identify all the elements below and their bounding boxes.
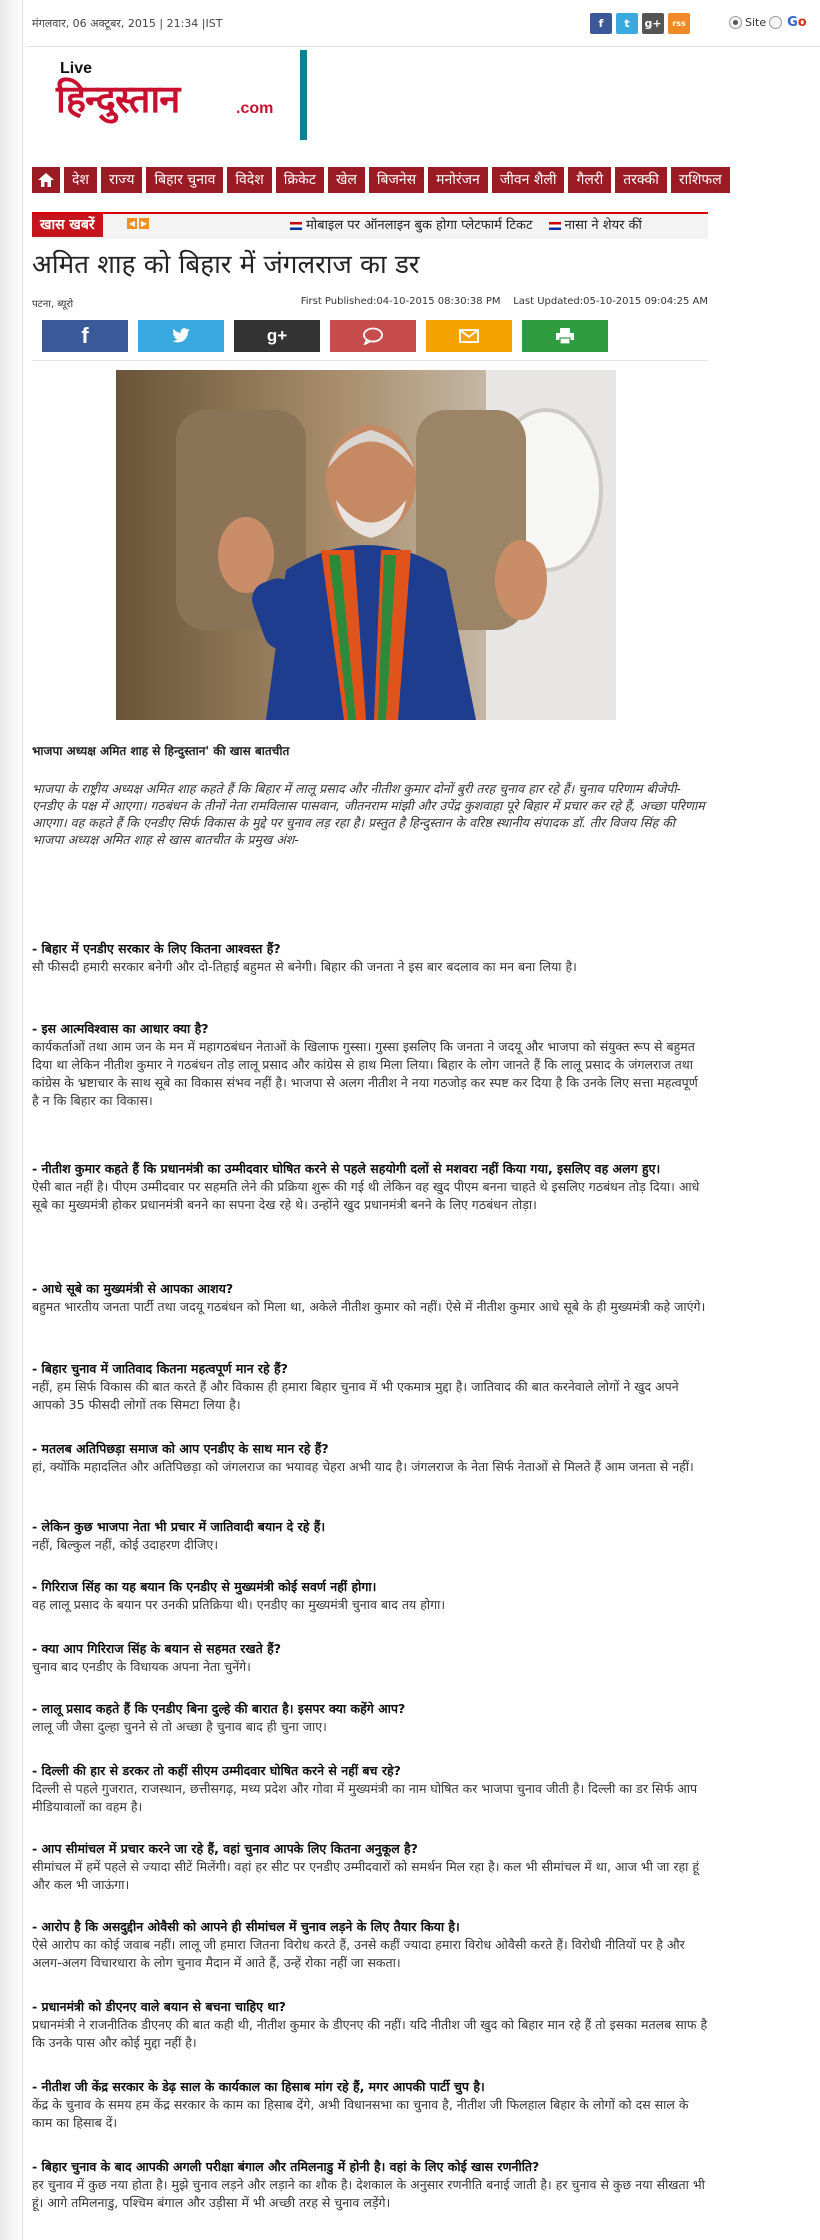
ticker-item[interactable]: नासा ने शेयर कीं xyxy=(549,214,642,237)
ticker-controls xyxy=(127,218,149,229)
comment-icon xyxy=(362,327,384,345)
flag-icon xyxy=(549,222,561,230)
qa-item: - आप सीमांचल में प्रचार करने जा रहे हैं, वहां चुनाव आपके लिए कितना अनुकूल है? सीमांचल में हमें पहले से ज्यादा सीटें मिलेंगी। वहां हर सीट पर एनडीए उम्मीदवारों को समर्थन मिल रहा है। कल भी सीमांचल में था, आज भी जा रहा हूं और कल भी जाऊंगा। xyxy=(32,1841,699,1892)
logo-name: हिन्दुस्तान xyxy=(56,77,180,121)
google-label: Go xyxy=(787,15,807,30)
qa-item: - आरोप है कि असदुद्दीन ओवैसी को आपने ही सीमांचल में चुनाव लड़ने के लिए तैयार किया है। ऐसे आरोप का कोई जवाब नहीं। लालू जी हमारा जितना विरोध करते हैं, उनसे कहीं ज्यादा हमारा विरोध ओवैसी करते हैं। विरोधी नीतियों पर है और अलग-अलग विचारधारा के लोग चुनाव मैदान में आते हैं, उन्हें रोका नहीं जा सकता। xyxy=(32,1919,685,1970)
qa-item: - दिल्ली की हार से डरकर तो कहीं सीएम उम्मीदवार घोषित करने से नहीं बच रहे? दिल्ली से पहले गुजरात, राजस्थान, छत्तीसगढ़, मध्य प्रदेश और गोवा में मुख्यमंत्री का नाम घोषित कर भाजपा चुनाव जीती है। दिल्ली का डर सिर्फ आप मीडियावालों का वहम है। xyxy=(32,1763,698,1814)
facebook-icon[interactable]: f xyxy=(590,13,612,34)
qa-item: - लेकिन कुछ भाजपा नेता भी प्रचार में जातिवादी बयान दे रहे हैं। नहीं, बिल्कुल नहीं, कोई उदाहरण दीजिए। xyxy=(32,1519,326,1552)
google-plus-icon[interactable]: g+ xyxy=(642,13,664,34)
prev-arrow-icon[interactable]: ◀ xyxy=(128,219,136,228)
site-logo[interactable] xyxy=(56,50,316,140)
nav-videsh[interactable]: विदेश xyxy=(227,167,271,193)
nav-cricket[interactable]: क्रिकेट xyxy=(276,167,324,193)
next-arrow-icon[interactable]: ▶ xyxy=(140,219,148,228)
date-time: मंगलवार, 06 अक्टूबर, 2015 | 21:34 |IST xyxy=(32,17,223,30)
facebook-icon: f xyxy=(81,323,89,348)
nav-manoranjan[interactable]: मनोरंजन xyxy=(428,167,488,193)
nav-jeevan-shaili[interactable]: जीवन शैली xyxy=(492,167,565,193)
page xyxy=(26,0,820,2210)
left-frame xyxy=(0,0,23,2240)
nav-gallery[interactable]: गैलरी xyxy=(568,167,611,193)
google-radio[interactable] xyxy=(769,16,782,29)
qa-item: - गिरिराज सिंह का यह बयान कि एनडीए से मुख्यमंत्री कोई सवर्ण नहीं होगा। वह लालू प्रसाद के बयान पर उनकी प्रतिक्रिया थी। एनडीए का मुख्यमंत्री चुनाव बाद तय होगा। xyxy=(32,1579,446,1612)
print-button[interactable] xyxy=(522,320,608,352)
byline: पटना, ब्यूरो xyxy=(32,299,74,310)
mail-icon xyxy=(459,329,479,343)
article-intro: भाजपा के राष्ट्रीय अध्यक्ष अमित शाह कहते हैं कि बिहार में लालू प्रसाद और नीतीश कुमार दोनों बुरी तरह चुनाव हार रहे हैं। चुनाव परिणाम बीजेपी-एनडीए के पक्ष में आएगा। गठबंधन के तीनों नेता रामविलास पासवान, जीतनराम मांझी और उपेंद्र कुशवाहा पूरे बिहार में प्रचार कर रहे हैं, अच्छा परिणाम आएगा। वह कहते हैं कि एनडीए सिर्फ विकास के मुद्दे पर चुनाव लड़ रहा है। प्रस्तुत है हिन्दुस्तान के वरिष्ठ स्थानीय संपादक डॉ. तीर विजय सिंह की भाजपा अध्यक्ष अमित शाह से खास बातचीत के प्रमुख अंश- xyxy=(32,781,705,847)
rss-icon[interactable]: rss xyxy=(668,13,690,34)
ticker-item[interactable]: मोबाइल पर ऑनलाइन बुक होगा प्लेटफार्म टिकट xyxy=(290,214,533,237)
nav-desh[interactable]: देश xyxy=(64,167,97,193)
nav-khel[interactable]: खेल xyxy=(328,167,365,193)
qa-item: - बिहार चुनाव में जातिवाद कितना महत्वपूर्ण मान रहे हैं? नहीं, हम सिर्फ विकास की बात करते हैं और विकास ही हमारा बिहार चुनाव में भी एकमात्र मुद्दा है। जातिवाद की बात करनेवाले लोगों ने खुद अपने आपको 35 फीसदी लोगों तक सिमटा लिया है। xyxy=(32,1361,679,1412)
qa-item: - मतलब अतिपिछड़ा समाज को आप एनडीए के साथ मान रहे हैं? हां, क्योंकि महादलित और अतिपिछड़ा को जंगलराज का भयावह चेहरा अभी याद है। जंगलराज के नेता सिर्फ नेताओं से मिलते हैं आम जनता से नहीं। xyxy=(32,1441,694,1474)
site-label: Site xyxy=(745,16,767,29)
twitter-icon xyxy=(171,328,191,344)
nav-business[interactable]: बिजनेस xyxy=(369,167,424,193)
twitter-icon[interactable]: t xyxy=(616,13,638,34)
main-nav xyxy=(32,167,730,193)
news-ticker xyxy=(32,212,708,239)
comment-button[interactable] xyxy=(330,320,416,352)
nav-bihar-chunav[interactable]: बिहार चुनाव xyxy=(146,167,223,193)
article-lead: भाजपा अध्यक्ष अमित शाह से हिन्दुस्तान' की खास बातचीत xyxy=(32,744,290,758)
share-bar xyxy=(42,320,608,352)
logo-accent-bar xyxy=(300,50,307,140)
share-twitter-button[interactable] xyxy=(138,320,224,352)
qa-item: - इस आत्मविश्वास का आधार क्या है? कार्यकर्ताओं तथा आम जन के मन में महागठबंधन नेताओं के खिलाफ गुस्सा। गुस्सा इसलिए कि जनता ने जदयू और भाजपा को संयुक्त रूप से बहुमत दिया था लेकिन नीतीश कुमार ने गठबंधन तोड़ लालू प्रसाद और कांग्रेस से हाथ मिला लिया। बिहार के लोग जानते हैं कि लालू प्रसाद के जंगलराज तथा कांग्रेस के भ्रष्टाचार के साथ सूबे का विकास संभव नहीं है। भाजपा से अलग नीतीश ने नया गठजोड़ कर स्पष्ट कर दिया है कि उनके लिए सत्ता महत्वपूर्ण है न कि बिहार का विकास। xyxy=(32,1021,698,1108)
qa-item: - नीतीश जी केंद्र सरकार के डेढ़ साल के कार्यकाल का हिसाब मांग रहे हैं, मगर आपकी पार्टी चुप है। केंद्र के चुनाव के समय हम केंद्र सरकार के काम का हिसाब देंगे, अभी विधानसभा का चुनाव है, नीतीश जी फिलहाल बिहार के लोगों को दस साल के काम का हिसाब दें। xyxy=(32,2079,689,2130)
site-radio[interactable] xyxy=(729,16,742,29)
qa-item: - आधे सूबे का मुख्यमंत्री से आपका आशय? बहुमत भारतीय जनता पार्टी तथा जदयू गठबंधन को मिला था, अकेले नीतीश कुमार को नहीं। ऐसे में नीतीश कुमार आधे सूबे के ही मुख्यमंत्री कहे जाएंगे। xyxy=(32,1281,706,1314)
nav-tarakki[interactable]: तरक्की xyxy=(615,167,667,193)
share-google-plus-button[interactable] xyxy=(234,320,320,352)
top-strip xyxy=(26,0,820,47)
qa-item: - लालू प्रसाद कहते हैं कि एनडीए बिना दुल्हे की बारात है। इसपर क्या कहेंगे आप? लालू जी जैसा दुल्हा चुनने से तो अच्छा है चुनाव बाद ही चुना जाए। xyxy=(32,1701,406,1734)
ticker-label: खास खबरें xyxy=(32,214,103,237)
google-plus-icon: g+ xyxy=(266,326,288,345)
nav-rajya[interactable]: राज्य xyxy=(101,167,142,193)
article-headline: अमित शाह को बिहार में जंगलराज का डर xyxy=(32,250,420,280)
flag-icon xyxy=(290,222,302,230)
qa-item: - बिहार में एनडीए सरकार के लिए कितना आश्वस्त हैं? सौ फीसदी हमारी सरकार बनेगी और दो-तिहाई बहुमत से बनेगी। बिहार की जनता ने इस बार बदलाव का मन बना लिया है। xyxy=(32,941,577,974)
search-scope xyxy=(726,15,807,30)
ticker-items xyxy=(290,214,642,237)
home-icon[interactable] xyxy=(32,167,60,193)
print-icon xyxy=(555,327,575,345)
qa-item: - प्रधानमंत्री को डीएनए वाले बयान से बचना चाहिए था? प्रधानमंत्री ने राजनीतिक डीएनए की बात कही थी, नीतीश कुमार के डीएनए की नहीं। यदि नीतीश जी खुद को बिहार मान रहे हैं तो इसका मतलब साफ है कि उनके पास और कोई मुद्दा नहीं है। xyxy=(32,1999,708,2050)
publish-info: First Published:04-10-2015 08:30:38 PM Last Updated:05-10-2015 09:04:25 AM xyxy=(300,296,708,307)
qa-item: - बिहार चुनाव के बाद आपकी अगली परीक्षा बंगाल और तमिलनाडु में होनी है। वहां के लिए कोई खास रणनीति? हर चुनाव में कुछ नया होता है। मुझे चुनाव लड़ने और लड़ाने का शौक है। देशकाल के अनुसार रणनीति बनाई जाती है। हर चुनाव से कुछ नया सीखता भी हूं। आगे तमिलनाडु, पश्चिम बंगाल और उड़ीसा में भी अच्छी तरह से चुनाव लड़ेंगे। xyxy=(32,2159,705,2210)
qa-item: - क्या आप गिरिराज सिंह के बयान से सहमत रखते हैं? चुनाव बाद एनडीए के विधायक अपना नेता चुनेंगे। xyxy=(32,1641,281,1674)
divider xyxy=(32,360,708,361)
share-facebook-button[interactable] xyxy=(42,320,128,352)
nav-rashifal[interactable]: राशिफल xyxy=(671,167,730,193)
qa-item: - नीतीश कुमार कहते हैं कि प्रधानमंत्री का उम्मीदवार घोषित करने से पहले सहयोगी दलों से मशवरा नहीं किया गया, इसलिए वह अलग हुए। ऐसी बात नहीं है। पीएम उम्मीदवार पर सहमति लेने की प्रक्रिया शुरू की गई थी लेकिन वह खुद पीएम बनना चाहते थे इसलिए गठबंधन तोड़ दिया। आधे सूबे का मुख्यमंत्री होकर प्रधानमंत्री बनने का सपना देख रहे थे। उन्होंने खुद प्रधानमंत्री बनने के लिए गठबंधन तोड़ा। xyxy=(32,1161,700,1212)
logo-com: .com xyxy=(236,100,274,117)
social-links xyxy=(590,13,690,34)
email-button[interactable] xyxy=(426,320,512,352)
article-photo xyxy=(116,370,616,720)
logo-live: Live xyxy=(60,60,93,77)
